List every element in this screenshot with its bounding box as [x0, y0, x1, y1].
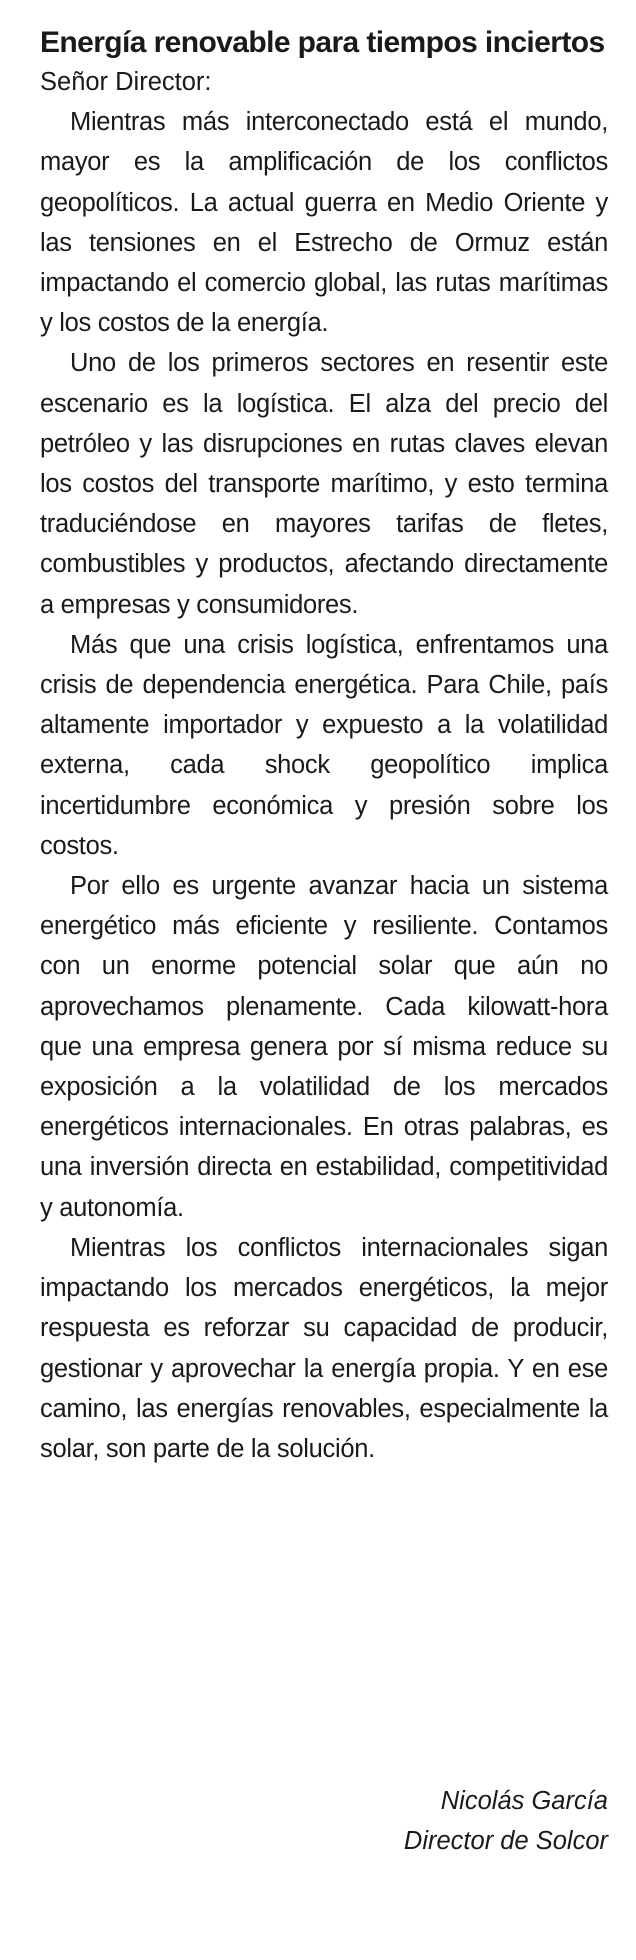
- signature-role: Director de Solcor: [403, 1827, 608, 1855]
- signature-block: [404, 1781, 608, 1861]
- signature-name: Nicolás García: [440, 1787, 608, 1815]
- paragraph-4: Por ello es urgente avanzar hacia un sistema energético más eficiente y resiliente. Contamos con un enorme potencial solar que aún no aprovechamos plenamente. Cada kilowatt-hora que una empresa genera por sí misma reduce su exposición a la volatilidad de los mercados energéticos internacionales. En otras palabras, es una inversión directa en estabilidad, competitividad y autonomía.: [40, 872, 608, 1222]
- letter-container: [40, 24, 608, 1855]
- salutation: Señor Director:: [40, 68, 212, 96]
- paragraph-5: Mientras los conflictos internacionales sigan impactando los mercados energéticos, la mejor respuesta es reforzar su capacidad de producir, gestionar y aprovechar la energía propia. Y en ese camino, las energías renovables, especialmente la solar, son parte de la solución.: [40, 1233, 608, 1463]
- letter-title: Energía renovable para tiempos inciertos: [40, 26, 605, 59]
- letter-body: [40, 102, 608, 1469]
- paragraph-3: Más que una crisis logística, enfrentamos una crisis de dependencia energética. Para Chile, país altamente importador y expuesto a la volatilidad externa, cada shock geopolítico implica incertidumbre económica y presión sobre los costos.: [40, 630, 608, 860]
- paragraph-2: Uno de los primeros sectores en resentir este escenario es la logística. El alza del precio del petróleo y las disrupciones en rutas claves elevan los costos del transporte marítimo, y esto termina traduciéndose en mayores tarifas de fletes, combustibles y productos, afectando directamente a empresas y consumidores.: [40, 349, 608, 619]
- paragraph-1: Mientras más interconectado está el mundo, mayor es la amplificación de los conflictos geopolíticos. La actual guerra en Medio Oriente y las tensiones en el Estrecho de Ormuz están impactando el comercio global, las rutas marítimas y los costos de la energía.: [40, 108, 608, 338]
